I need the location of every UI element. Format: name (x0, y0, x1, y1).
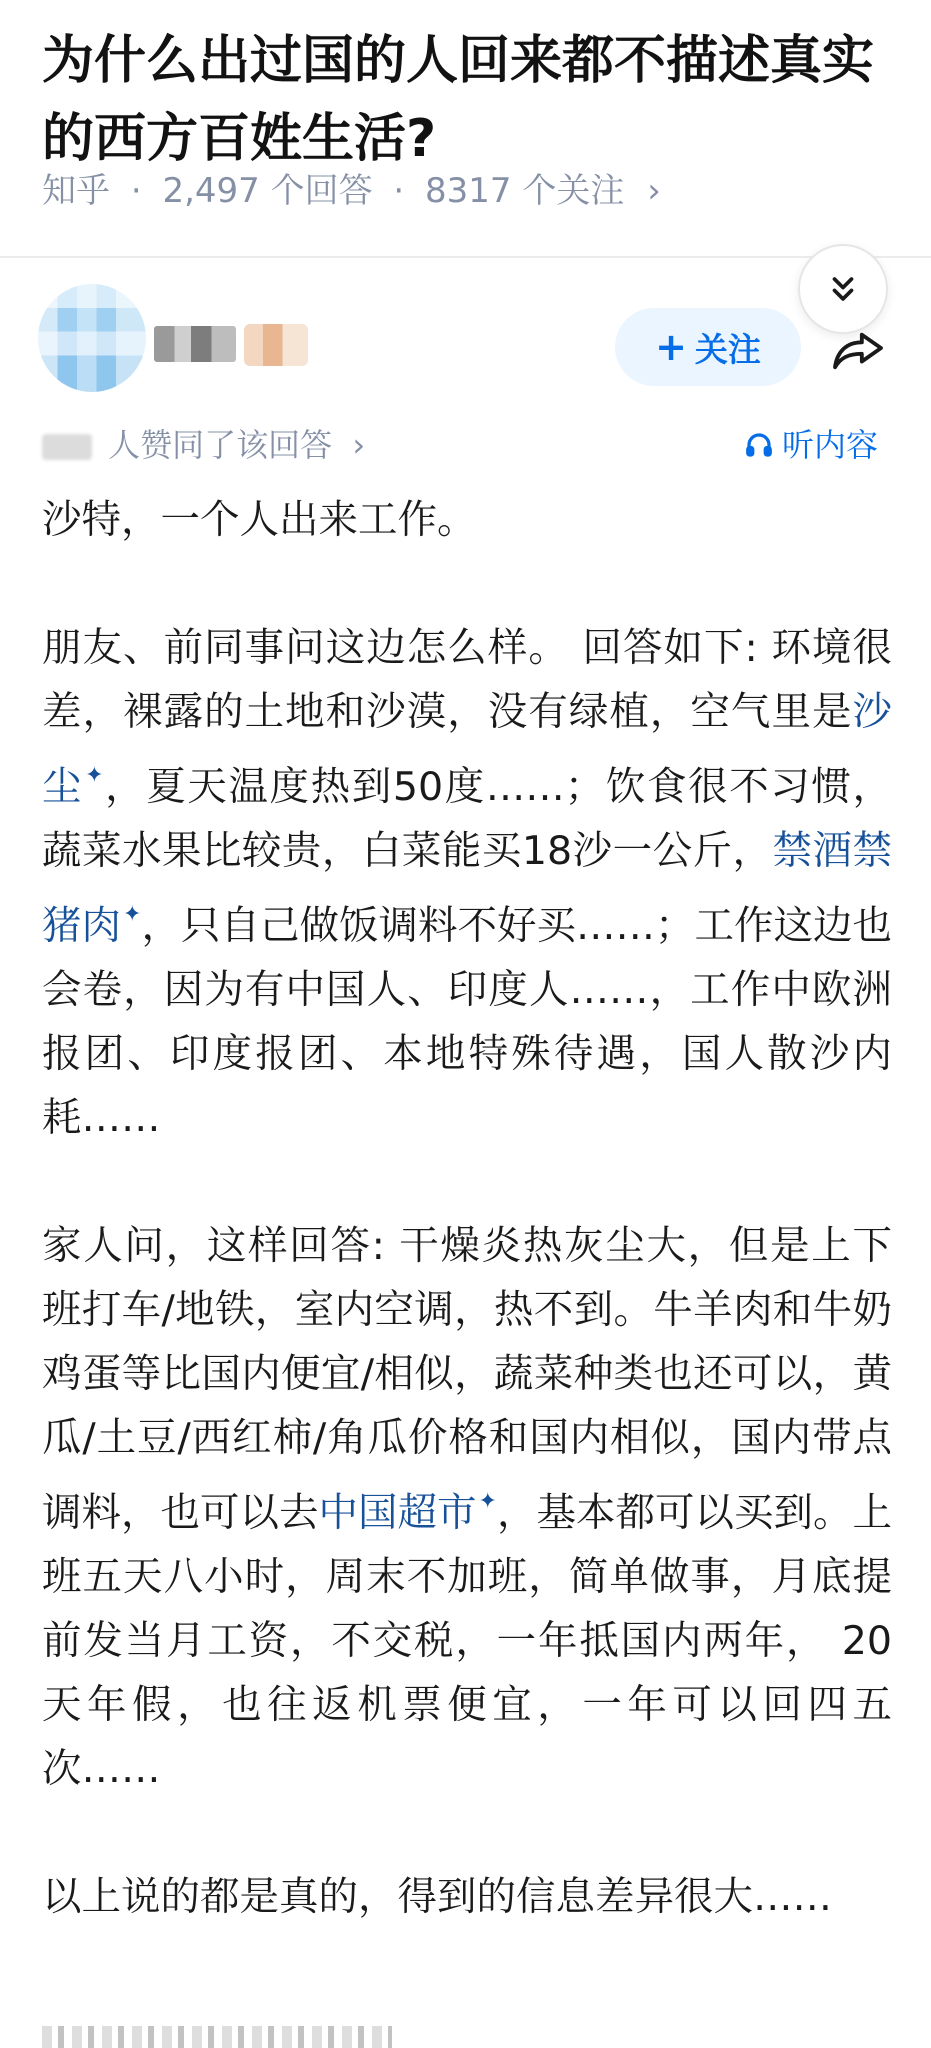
follow-button[interactable] (615, 308, 801, 386)
question-title: 为什么出过国的人回来都不描述真实的西方百姓生活? (42, 31, 875, 169)
meta-separator: · (130, 171, 142, 211)
listen-label: 听内容 (782, 426, 879, 464)
followers-count: 8317 个关注 (425, 171, 625, 211)
answer-body (42, 488, 892, 1929)
headphones-icon (744, 430, 774, 460)
chevron-right-icon: › (352, 426, 366, 464)
keyword-link-text: 禁酒禁猪肉 (42, 828, 893, 949)
answer-text: 朋友、前同事问这边怎么样。 回答如下: 环境很差，裸露的土地和沙漠，没有绿植，空气里是 (42, 625, 892, 735)
author-name[interactable] (154, 326, 236, 362)
answer-paragraph: 沙特，一个人出来工作。 (42, 497, 477, 543)
answer-paragraph (42, 616, 892, 1150)
chevron-right-icon: › (647, 171, 661, 211)
plus-icon: + (655, 325, 687, 369)
meta-separator: · (393, 171, 405, 211)
vote-text: 人赞同了该回答 (108, 426, 333, 464)
sparkle-icon: ✦ (85, 763, 104, 788)
collapse-button[interactable] (798, 244, 888, 334)
answer-paragraph (42, 1214, 892, 1801)
listen-button[interactable] (744, 418, 878, 472)
answer-text: ，只自己做饭调料不好买……；工作这边也会卷，因为有中国人、印度人……，工作中欧洲报团、印度报团、本地特殊待遇，国人散沙内耗…… (42, 903, 893, 1141)
vote-info[interactable] (42, 420, 365, 470)
answer-text: 家人问，这样回答: 干燥炎热灰尘大，但是上下班打车/地铁，室内空调，热不到。牛羊肉和牛奶鸡蛋等比国内便宜/相似，蔬菜种类也还可以，黄瓜/土豆/西红柿/角瓜价格和国内相似，国内带点调料，也可以去 (42, 1223, 892, 1536)
keyword-link-text: 中国超市 (318, 1490, 477, 1536)
follow-label: 关注 (694, 329, 761, 369)
share-button[interactable] (826, 324, 890, 376)
question-meta[interactable] (42, 166, 661, 216)
answers-count: 2,497 个回答 (162, 171, 373, 211)
sparkle-icon: ✦ (123, 902, 142, 927)
chevron-double-down-icon (826, 272, 860, 306)
answer-text: ，夏天温度热到50度……；饮食很不习惯，蔬菜水果比较贵，白菜能买18沙一公斤， (42, 764, 893, 874)
avatar[interactable] (38, 284, 146, 392)
sparkle-icon: ✦ (478, 1489, 497, 1514)
keyword-link-text: 沙尘 (42, 689, 892, 810)
footer-strip (42, 2026, 392, 2048)
share-arrow-icon (828, 327, 888, 373)
author-badge (244, 324, 308, 366)
answer-text: ，基本都可以买到。上班五天八小时，周末不加班，简单做事，月底提前发当月工资，不交税，一年抵国内两年， 20天年假，也往返机票便宜，一年可以回四五次…… (42, 1490, 893, 1792)
keyword-link-chinese-supermarket[interactable] (319, 1490, 497, 1536)
divider (0, 256, 931, 258)
vote-count-blurred (42, 434, 92, 460)
source-label: 知乎 (42, 171, 110, 211)
answer-paragraph: 以上说的都是真的，得到的信息差异很大…… (42, 1874, 832, 1920)
